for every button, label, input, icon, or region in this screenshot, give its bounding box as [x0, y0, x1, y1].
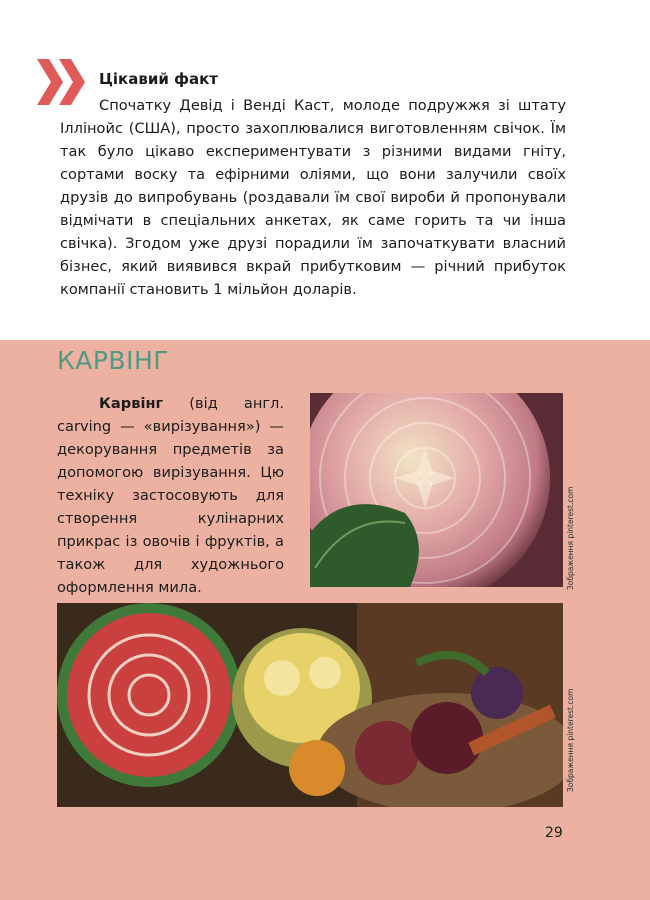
carving-definition [57, 392, 284, 599]
page-number: 29 [545, 825, 563, 841]
carving-term: Карвінг [99, 395, 164, 412]
carved-watermelon-flower-photo [310, 393, 563, 587]
section-title: КАРВІНГ [57, 346, 169, 375]
image-credit: Зображення pinterest.com [566, 486, 575, 590]
fact-text: Спочатку Девід і Венді Каст, молоде подружжя зі штату Іллінойс (США), просто захоплювалися виготовленням свічок. Їм так було цікаво експериментувати з різними видами гніту, сортами воску та ефірними оліями, що вони залучили своїх друзів до випробувань (роздавали їм свої вироби й пропонували відмічати в спеціальних анкетах, як саме горить та чи інша свічка). Згодом уже друзі порадили їм започаткувати власний бізнес, який виявився вкрай прибутковим — річний прибуток компанії становить 1 мільйон доларів. [60, 97, 566, 298]
fact-title: Цікавий факт [99, 70, 218, 88]
carved-fruit-platter-photo [57, 603, 563, 807]
image-credit: Зображення pinterest.com [566, 688, 575, 792]
carving-definition-text: (від англ. carving — «вирізування») — декорування предметів за допомогою вирізування. Цю техніку застосовують для створення кулінарних прикрас із овочів і фруктів, а також для художнього оформлення мила. [57, 395, 284, 596]
